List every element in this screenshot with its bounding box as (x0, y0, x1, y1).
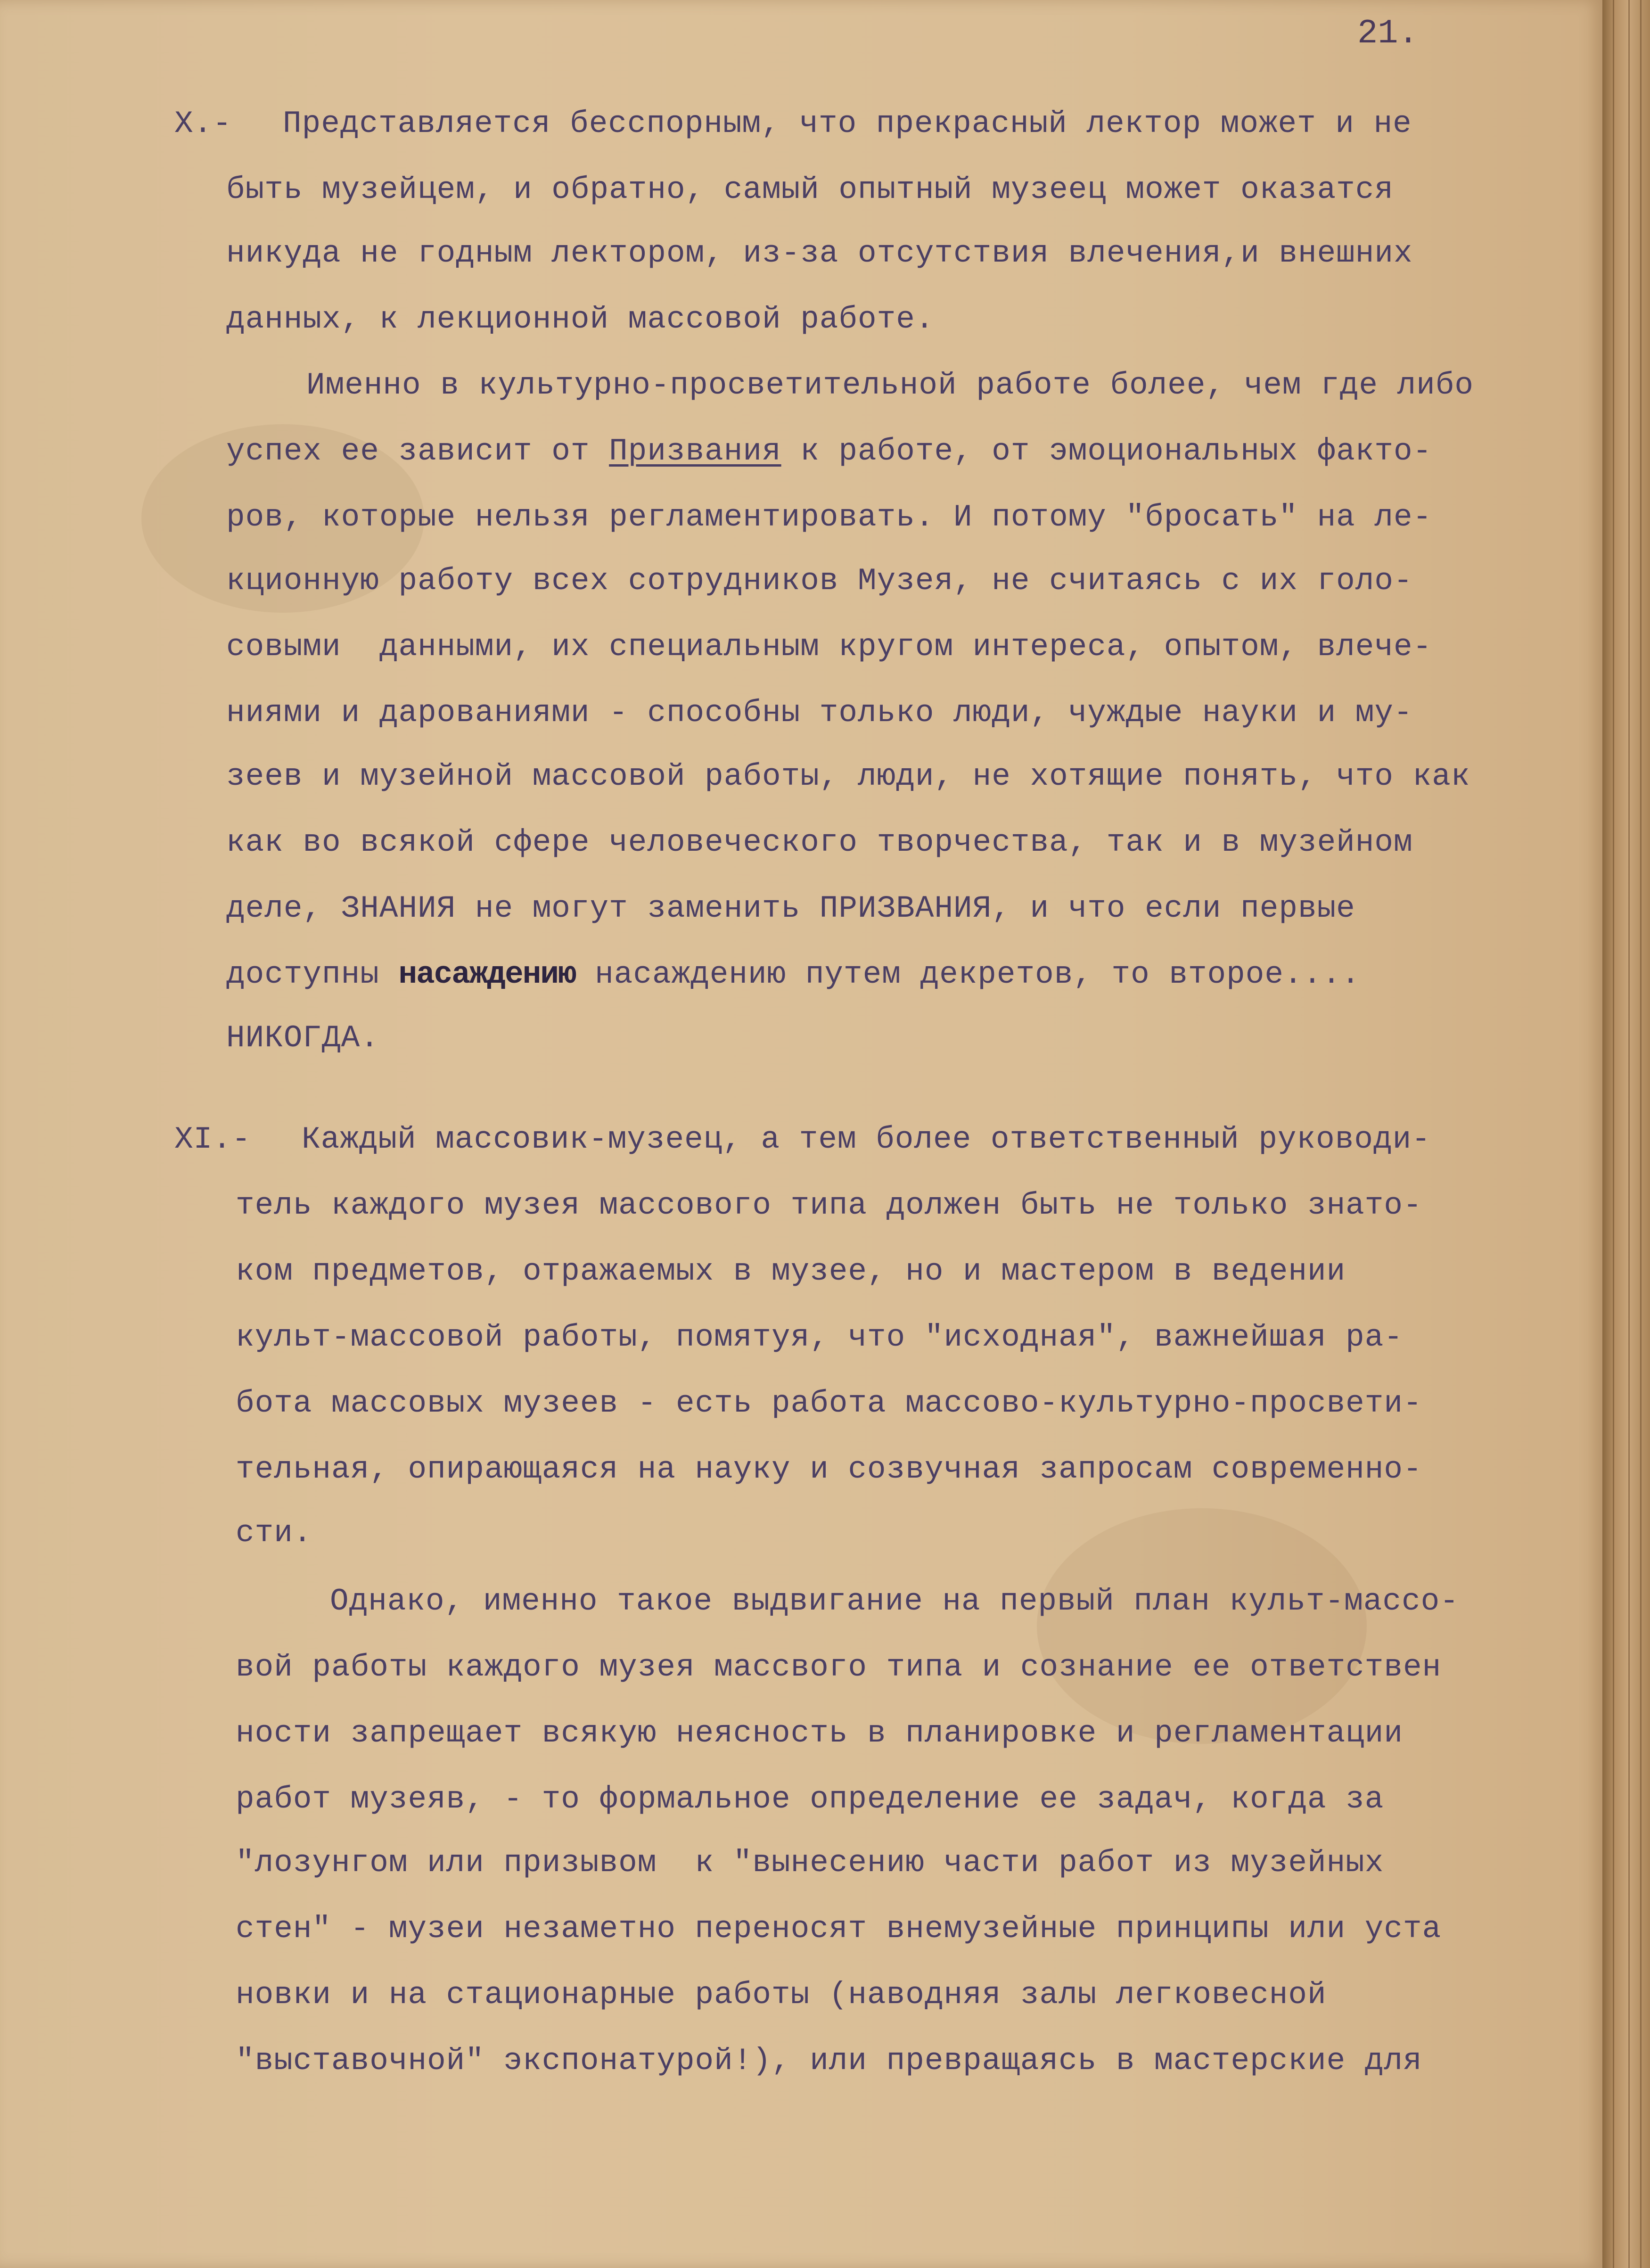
section-marker: X.- (174, 106, 232, 141)
text-line: "выставочной" экспонатурой!), или превращаясь в мастерские для (236, 2043, 1422, 2079)
edge-line (1628, 0, 1630, 2268)
text-line: зеев и музейной массовой работы, люди, не хотящие понять, что как (226, 759, 1470, 794)
edge-line (1640, 0, 1642, 2268)
text-line: "лозунгом или призывом к "вынесению части работ из музейных (236, 1845, 1384, 1881)
text-line: ров, которые нельзя регламентировать. И потому "бросать" на ле- (226, 500, 1432, 535)
text-line: вой работы каждого музея массвого типа и сознание ее ответствен (236, 1650, 1442, 1685)
text-line: Представляется бесспорным, что прекрасный лектор может и не (283, 106, 1412, 141)
text-line: деле, ЗНАНИЯ не могут заменить ПРИЗВАНИЯ, и что если первые (226, 891, 1355, 926)
text-line: НИКОГДА. (226, 1020, 379, 1056)
text-line: совыми данными, их специальным кругом интереса, опытом, влече- (226, 629, 1432, 665)
text-line: ности запрещает всякую неясность в планировке и регламентации (236, 1716, 1403, 1751)
text-line: бота массовых музеев - есть работа массово-культурно-просвети- (236, 1386, 1422, 1421)
text-line-end: насаждению путем декретов, то второе.... (575, 957, 1361, 992)
text-line-start: успех ее зависит от (226, 434, 609, 469)
text-line: как во всякой сфере человеческого творчества, так и в музейном (226, 825, 1413, 860)
text-line: быть музейцем, и обратно, самый опытный музеец может оказатся (226, 172, 1394, 207)
text-line: сти. (236, 1515, 312, 1551)
text-line: тельная, опирающаяся на науку и созвучная запросам современно- (236, 1452, 1422, 1487)
folder-edge (1602, 0, 1650, 2268)
text-line: данных, к лекционной массовой работе. (226, 302, 935, 337)
page-number: 21. (1357, 14, 1419, 53)
text-line: ком предметов, отражаемых в музее, но и мастером в ведении (236, 1254, 1346, 1289)
text-line: работ музеяв, - то формальное определение ее задач, когда за (236, 1782, 1384, 1817)
text-line: Каждый массовик-музеец, а тем более ответственный руководи- (302, 1122, 1431, 1157)
text-line-end: к работе, от эмоциональных факто- (781, 434, 1432, 469)
text-line: Именно в культурно-просветительной работе более, чем где либо (306, 368, 1474, 403)
text-line: ниями и дарованиями - способны только люди, чуждые науки и му- (226, 695, 1413, 731)
text-line: никуда не годным лектором, из-за отсутствия влечения,и внешних (226, 236, 1413, 271)
section-marker: XI.- (174, 1122, 251, 1157)
edge-line (1613, 0, 1614, 2268)
text-line (226, 957, 1360, 992)
text-line (226, 434, 1432, 469)
text-line: новки и на стационарные работы (наводняя залы легковесной (236, 1977, 1327, 2013)
text-line: тель каждого музея массового типа должен быть не только знато- (236, 1188, 1422, 1223)
text-line: культ-массовой работы, помятуя, что "исходная", важнейшая ра- (236, 1320, 1403, 1355)
text-line-start: доступны (226, 957, 399, 992)
text-line: кционную работу всех сотрудников Музея, не считаясь с их голо- (226, 563, 1413, 599)
paper-stain (1037, 1508, 1367, 1744)
underlined-word: Призвания (609, 434, 781, 469)
text-line: Однако, именно такое выдвигание на первый план культ-массо- (330, 1584, 1459, 1619)
overtyped-word: насаждению (398, 957, 576, 992)
text-line: стен" - музеи незаметно переносят внемузейные принципы или уста (236, 1911, 1442, 1947)
